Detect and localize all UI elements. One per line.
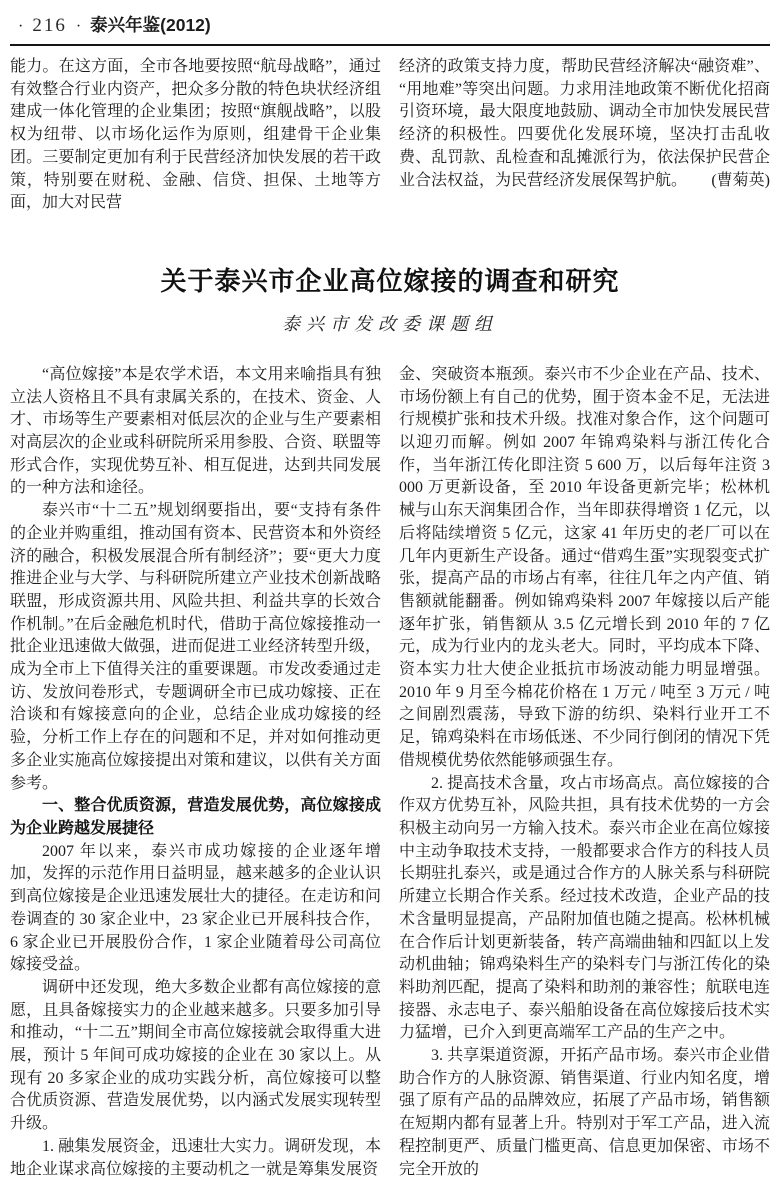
paragraph-survey-findings: 调研中还发现，绝大多数企业都有高位嫁接的意愿，且具备嫁接实力的企业越来越多。只要多加引导和推动，“十二五”期间全市高位嫁接就会取得重大进展，预计 5 年间可成功嫁接的企业在 30 家以上。从现有 20 多家企业的成功实践分析，高位嫁接可以整合优质资源、营造发展优势，以内涵式发展实现转型升级。 [10,978,381,1133]
paragraph-background: 泰兴市“十二五”规划纲要指出，要“支持有条件的企业并购重组，推动国有资本、民营资本和外资经济的融合，积极发展混合所有制经济”；要“更大力度推进企业与大学、与科研院所建立产业技术创新战略联盟，形成资源共用、风险共担、利益共享的长效合作机制。”在后金融危机时代，借助于高位嫁接推动一批企业迅速做大做强，进而促进工业经济转型升级，成为全市上下值得关注的重要课题。市发改委通过走访、发放问卷形式，专题调研全市已成功嫁接、正在洽谈和有嫁接意向的企业，总结企业成功嫁接的经验，分析工作上存在的问题和不足，并对如何推动更多企业实施高位嫁接提出对策和建议，以供有关方面参考。 [10,502,381,792]
header-bullet-icon: · [18,18,24,35]
paragraph-point-1-continued: 金、突破资本瓶颈。泰兴市不少企业在产品、技术、市场份额上有自己的优势，囿于资本金不足，无法进行规模扩张和技术升级。找准对象合作，这个问题可以迎刃而解。例如 2007 年锦鸡染料与浙江传化合作，当年浙江传化即注资 5 600 万，以后每年注资 3 000 万更新设备，至 2010 年设备更新完毕；松林机械与山东天润集团合作，当年即获得增资 1 亿元，以后将陆续增资 5 亿元，这家 41 年历史的老厂可以在几年内更新生产设备。通过“借鸡生蛋”实现裂变式扩张，提高产品的市场占有率，往往几年之内产值、销售额就能翻番。例如锦鸡染料 2007 年嫁接以后产能逐年扩张，销售额从 3.5 亿元增长到 2010 年的 7 亿元，成为行业内的龙头老大。同时，平均成本下降、资本实力壮大使企业抵抗市场波动能力明显增强。2010 年 9 月至今棉花价格在 1 万元 / 吨至 3 万元 / 吨之间剧烈震荡，导致下游的纺织、染料行业开工不足，锦鸡染料在市场低迷、不少同行倒闭的情况下凭借规模优势依然能够顽强生存。 [399,365,770,769]
article-title: 关于泰兴市企业高位嫁接的调查和研究 [160,265,620,296]
header-rule [10,44,770,46]
previous-article-right-column [399,56,770,215]
book-title: 泰兴年鉴(2012) [90,15,211,35]
previous-article-text-left: 能力。在这方面，全市各地要按照“航母战略”，通过有效整合行业内资产，把众多分散的特色块状经济组建成一体化管理的企业集团；按照“旗舰战略”，以股权为纽带、以市场化运作为原则，组建骨干企业集团。三要制定更加有利于民营经济加快发展的若干政策，特别要在财税、金融、信贷、担保、土地等方面，加大对民营 [10,58,381,212]
previous-article-section [10,56,770,215]
paragraph-survey-overview: 2007 年以来，泰兴市成功嫁接的企业逐年增加，发挥的示范作用日益明显，越来越多的企业认识到高位嫁接是企业迅速发展壮大的捷径。在走访和问卷调查的 30 家企业中，23 家企业已开展科技合作，6 家企业已开展股份合作，1 家企业随着母公司高位嫁接受益。 [10,842,381,974]
page-number: 216 [32,15,67,36]
article-byline: 泰兴市发改委课题组 [282,313,498,334]
section-heading-1: 一、整合优质资源，营造发展优势，高位嫁接成为企业跨越发展捷径 [10,797,381,837]
page-header [10,12,770,37]
paragraph-point-2: 2. 提高技术含量，攻占市场高点。高位嫁接的合作双方优势互补，风险共担，具有技术优势的一方会积极主动向另一方输入技术。泰兴市企业在高位嫁接中主动争取技术支持，一般都要求合作方的科技人员长期驻扎泰兴，或是通过合作方的人脉关系与科研院所建立长期合作关系。经过技术改造，企业产品的技术含量明显提高，产品附加值也随之提高。松林机械在合作后计划更新装备，转产高端曲轴和四缸以上发动机曲轴；锦鸡染料生产的染料专门与浙江传化的染料助剂匹配，提高了染料和助剂的兼容性；航联电连接器、永志电子、泰兴船舶设备在高位嫁接后技术实力猛增，已介入到更高端军工产品的生产之中。 [399,774,770,1042]
previous-article-text-right [399,56,770,192]
previous-article-left-column [10,56,381,215]
article-right-column [399,364,770,1181]
previous-article-closing-text: 经济的政策支持力度，帮助民营经济解决“融资难”、“用地难”等突出问题。力求用洼地政策不断优化招商引资环境，最大限度地鼓励、调动全市加快发展民营经济的积极性。四要优化发展环境，坚决打击乱收费、乱罚款、乱检查和乱摊派行为，依法保护民营企业合法权益，为民营经济发展保驾护航。 [399,58,770,189]
article-left-column [10,364,381,1181]
article-body [10,364,770,1181]
paragraph-point-1-start: 1. 融集发展资金，迅速壮大实力。调研发现，本地企业谋求高位嫁接的主要动机之一就是筹集发展资 [10,1137,381,1178]
paragraph-definition: “高位嫁接”本是农学术语，本文用来喻指具有独立法人资格且不具有隶属关系的，在技术、资金、人才、市场等生产要素相对低层次的企业与生产要素相对高层次的企业或科研院所采用参股、合资、联盟等形式合作，实现优势互补、相互促进，达到共同发展的一种方法和途径。 [10,365,381,497]
header-bullet-icon: · [75,18,82,35]
author-signature: (曹菊英) [711,171,770,189]
paragraph-point-3: 3. 共享渠道资源，开拓产品市场。泰兴市企业借助合作方的人脉资源、销售渠道、行业内知名度，增强了原有产品的品牌效应，拓展了产品市场，销售额在短期内都有显著上升。特别对于军工产品，进入流程控制更严、质量门槛更高、信息更加保密、市场不完全开放的 [399,1047,770,1178]
